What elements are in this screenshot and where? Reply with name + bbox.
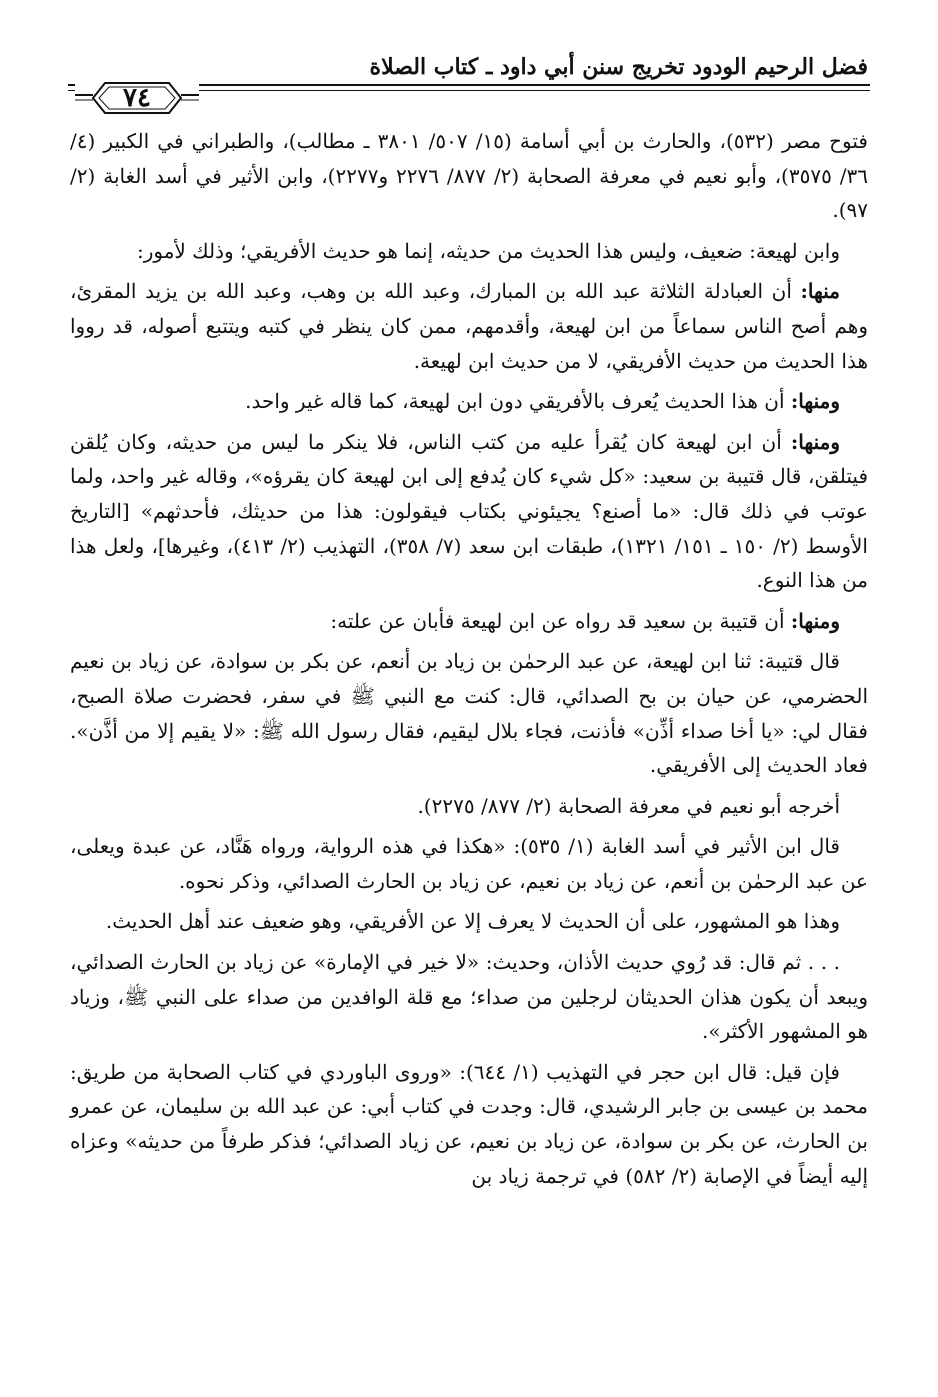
body-text: [70, 124, 868, 1199]
page-number-badge: [75, 80, 199, 116]
paragraph-lead: ومنها:: [790, 608, 840, 633]
paragraph-text: فتوح مصر (٥٣٢)، والحارث بن أبي أسامة (١٥/ ٥٠٧/ ٣٨٠١ ـ مطالب)، والطبراني في الكبير (٤/ ٣٦/ ٣٥٧٥)، وأبو نعيم في معرفة الصحابة (٢/ ٨٧٧/ ٢٢٧٦ و٢٢٧٧)، وابن الأثير في أسد الغابة (٢/ ٩٧).: [70, 129, 868, 223]
paragraph-text: أن ابن لهيعة كان يُقرأ عليه من كتب الناس، فلا ينكر ما ليس من حديثه، وكان يُلقن فيتلقن، قال قتيبة بن سعيد: «كل شيء كان يُدفع إلى ابن لهيعة كان يقرؤه»، وقاله غير واحد، ولما عوتب في ذلك قال: «ما أصنع؟ يجيئوني بكتاب فيقولون: هذا من حديثك، فأحدثهم» [التاريخ الأوسط (٢/ ١٥٠ ـ ١٥١/ ١٣٢١)، طبقات ابن سعد (٧/ ٣٥٨)، التهذيب (٢/ ٤١٣)، وغيرها]، ولعل هذا من هذا النوع.: [70, 429, 868, 593]
running-header-title: فضل الرحيم الودود تخريج سنن أبي داود ـ كتاب الصلاة: [369, 54, 868, 80]
paragraph-text: قال ابن الأثير في أسد الغابة (١/ ٥٣٥): «هكذا في هذه الرواية، ورواه هَنَّاد، عن عبدة ويعلى، عن عبد الرحمٰن بن أنعم، عن زياد بن نعيم، عن زياد بن الحارث الصدائي، وذكر نحوه.: [70, 834, 868, 893]
paragraph-text: وابن لهيعة: ضعيف، وليس هذا الحديث من حديثه، إنما هو حديث الأفريقي؛ وذلك لأمور:: [136, 238, 840, 263]
paragraph-text: أن هذا الحديث يُعرف بالأفريقي دون ابن لهيعة، كما قاله غير واحد.: [245, 389, 791, 414]
paragraph-text: . . . ثم قال: قد رُوي حديث الأذان، وحديث: «لا خير في الإمارة» عن زياد بن الحارث الصدائي، ويبعد أن يكون هذان الحديثان لرجلين من صداء؛ مع قلة الوافدين من صداء على النبي ﷺ، وزياد هو المشهور الأكثر».: [70, 950, 868, 1044]
paragraph-lead: ومنها:: [790, 389, 840, 414]
paragraph-lead: ومنها:: [790, 429, 840, 454]
paragraph: [70, 904, 868, 939]
page-number: ٧٤: [123, 83, 151, 113]
paragraph: [70, 425, 868, 598]
paragraph-text: فإن قيل: قال ابن حجر في التهذيب (١/ ٦٤٤): «وروى الباوردي في كتاب الصحابة من طريق: محمد بن عيسى بن جابر الرشيدي، قال: وجدت في كتاب أبي: عن عبد الله بن سليمان، عن عمرو بن الحارث، عن بكر بن سوادة، عن زياد بن نعيم، عن زياد الصدائي؛ فذكر طرفاً من حديثه» وعزاه إليه أيضاً في الإصابة (٢/ ٥٨٢) في ترجمة زياد بن: [70, 1059, 868, 1188]
paragraph: [70, 644, 868, 782]
paragraph: [70, 789, 868, 824]
paragraph: [70, 1055, 868, 1193]
paragraph: [70, 384, 868, 419]
paragraph-text: أن العبادلة الثلاثة عبد الله بن المبارك، وعبد الله بن وهب، وعبد الله بن يزيد المقرئ، وهم أصح الناس سماعاً من ابن لهيعة، وأقدمهم، ممن كان ينظر في كتبه ويتتبع أصوله، قد رووا هذا الحديث من حديث الأفريقي، لا من حديث ابن لهيعة.: [70, 279, 868, 373]
paragraph: [70, 604, 868, 639]
paragraph-text: وهذا هو المشهور، على أن الحديث لا يعرف إلا عن الأفريقي، وهو ضعيف عند أهل الحديث.: [105, 909, 840, 934]
paragraph: [70, 274, 868, 378]
paragraph-text: أخرجه أبو نعيم في معرفة الصحابة (٢/ ٨٧٧/ ٢٢٧٥).: [417, 793, 840, 818]
paragraph-text: قال قتيبة: ثنا ابن لهيعة، عن عبد الرحمٰن بن زياد بن أنعم، عن بكر بن سوادة، عن زياد بن نعيم الحضرمي، عن حيان بن بح الصدائي، قال: كنت مع النبي ﷺ في سفر، فحضرت صلاة الصبح، فقال لي: «يا أخا صداء أذِّن» فأذنت، فجاء بلال ليقيم، فقال رسول الله ﷺ: «لا يقيم إلا من أذَّن». فعاد الحديث إلى الأفريقي.: [70, 649, 868, 778]
paragraph: [70, 234, 868, 269]
paragraph: [70, 829, 868, 898]
paragraph: [70, 124, 868, 228]
paragraph: [70, 945, 868, 1049]
paragraph-lead: منها:: [800, 279, 840, 304]
paragraph-text: أن قتيبة بن سعيد قد رواه عن ابن لهيعة فأبان عن علته:: [330, 608, 791, 633]
